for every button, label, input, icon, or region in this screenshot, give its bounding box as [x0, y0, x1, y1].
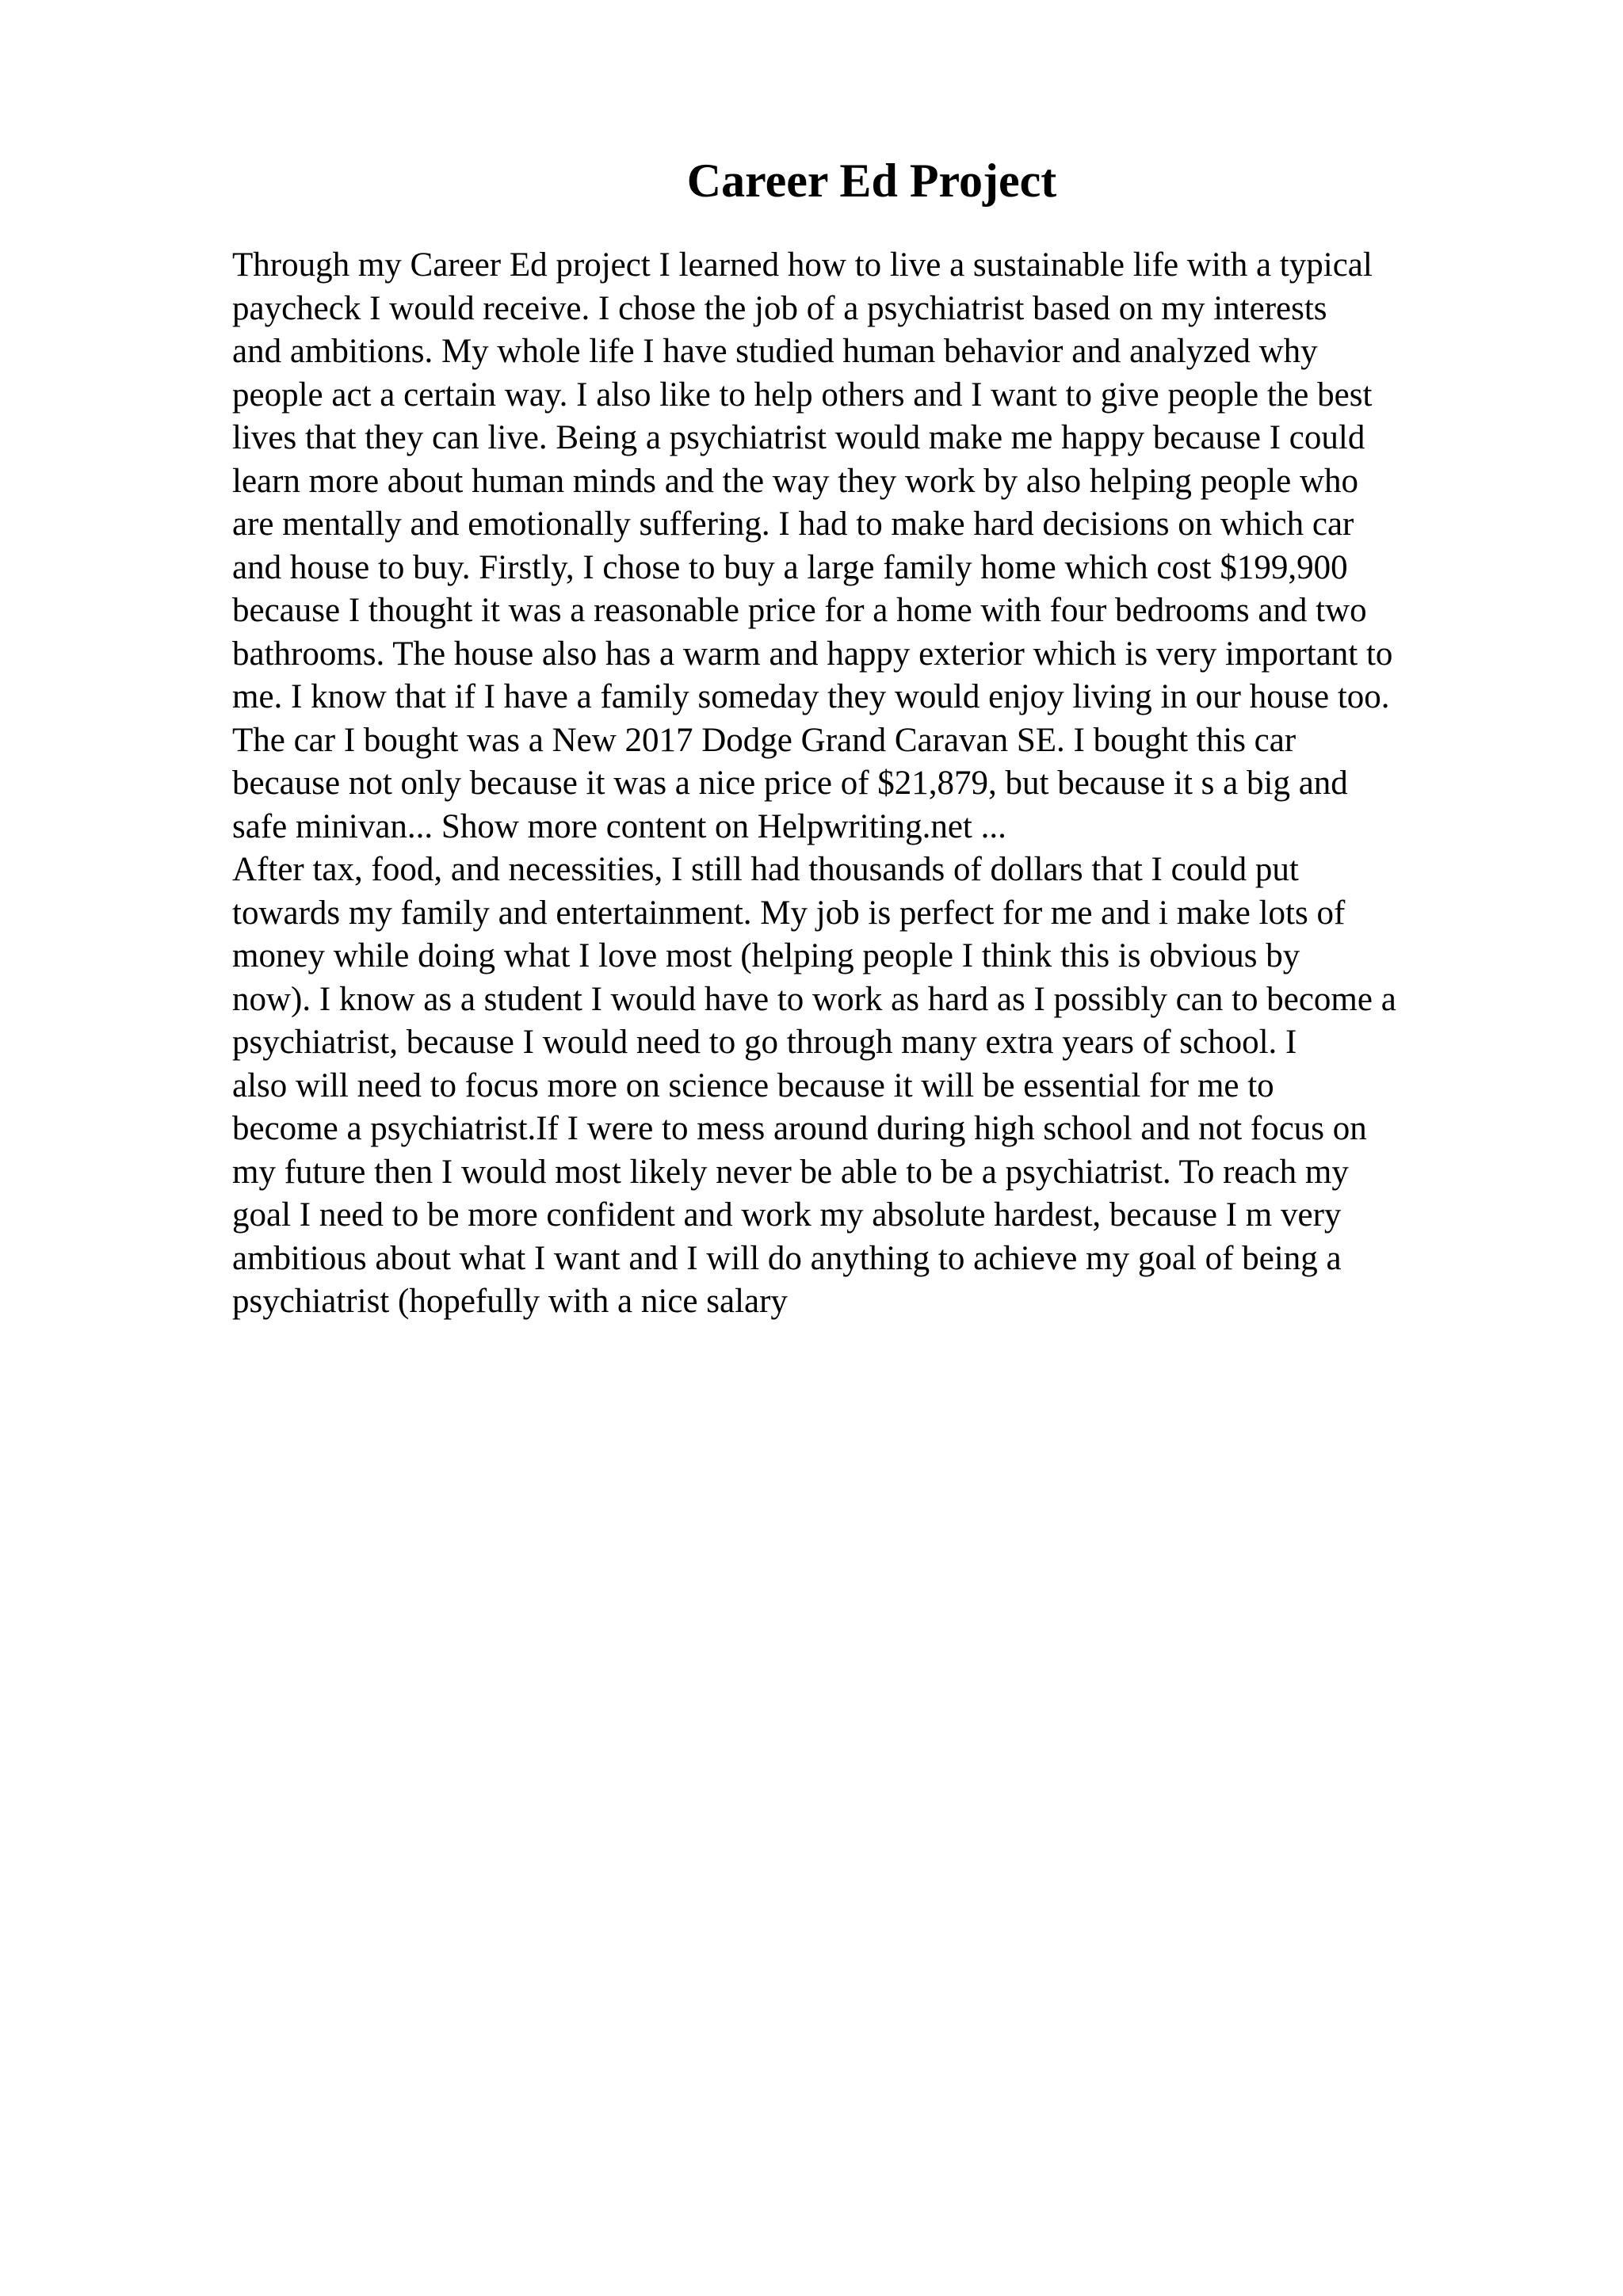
text-line: Through my Career Ed project I learned how to live a sustainable life with a typical [232, 246, 1373, 284]
paragraph-2 [232, 849, 1532, 1324]
text-line: bathrooms. The house also has a warm and happy exterior which is very important to [232, 635, 1393, 673]
text-line: psychiatrist, because I would need to go through many extra years of school. I [232, 1024, 1297, 1061]
text-line: are mentally and emotionally suffering. I had to make hard decisions on which car [232, 505, 1354, 543]
paragraph-1 [232, 244, 1532, 849]
text-line: because I thought it was a reasonable price for a home with four bedrooms and two [232, 592, 1367, 629]
text-line: people act a certain way. I also like to help others and I want to give people the best [232, 376, 1373, 414]
text-line: now). I know as a student I would have to work as hard as I possibly can to become a [232, 980, 1396, 1018]
text-line: and ambitions. My whole life I have studied human behavior and analyzed why [232, 333, 1318, 370]
text-line: and house to buy. Firstly, I chose to buy a large family home which cost $199,900 [232, 548, 1348, 586]
text-line: because not only because it was a nice price of $21,879, but because it s a big and [232, 765, 1348, 802]
text-line: my future then I would most likely never be able to be a psychiatrist. To reach my [232, 1153, 1349, 1191]
text-line: psychiatrist (hopefully with a nice salary [232, 1283, 788, 1320]
text-line: also will need to focus more on science because it will be essential for me to [232, 1066, 1274, 1104]
text-line: lives that they can live. Being a psychiatrist would make me happy because I could [232, 419, 1365, 456]
text-line: towards my family and entertainment. My job is perfect for me and i make lots of [232, 894, 1346, 932]
text-line: paycheck I would receive. I chose the job of a psychiatrist based on my interests [232, 289, 1327, 327]
text-line: After tax, food, and necessities, I still had thousands of dollars that I could put [232, 851, 1299, 888]
document-title: Career Ed Project [686, 154, 1057, 207]
text-line: The car I bought was a New 2017 Dodge Grand Caravan SE. I bought this car [232, 721, 1296, 759]
text-line: money while doing what I love most (helping people I think this is obvious by [232, 937, 1300, 974]
document-body [232, 244, 1532, 1324]
text-line: me. I know that if I have a family someday they would enjoy living in our house too. [232, 678, 1390, 715]
text-line: become a psychiatrist.If I were to mess around during high school and not focus on [232, 1110, 1367, 1147]
text-line: learn more about human minds and the way they work by also helping people who [232, 462, 1359, 500]
text-line: safe minivan... Show more content on Helpwriting.net ... [232, 807, 1006, 845]
text-line: ambitious about what I want and I will do anything to achieve my goal of being a [232, 1239, 1342, 1277]
text-line: goal I need to be more confident and work my absolute hardest, because I m very [232, 1196, 1342, 1234]
